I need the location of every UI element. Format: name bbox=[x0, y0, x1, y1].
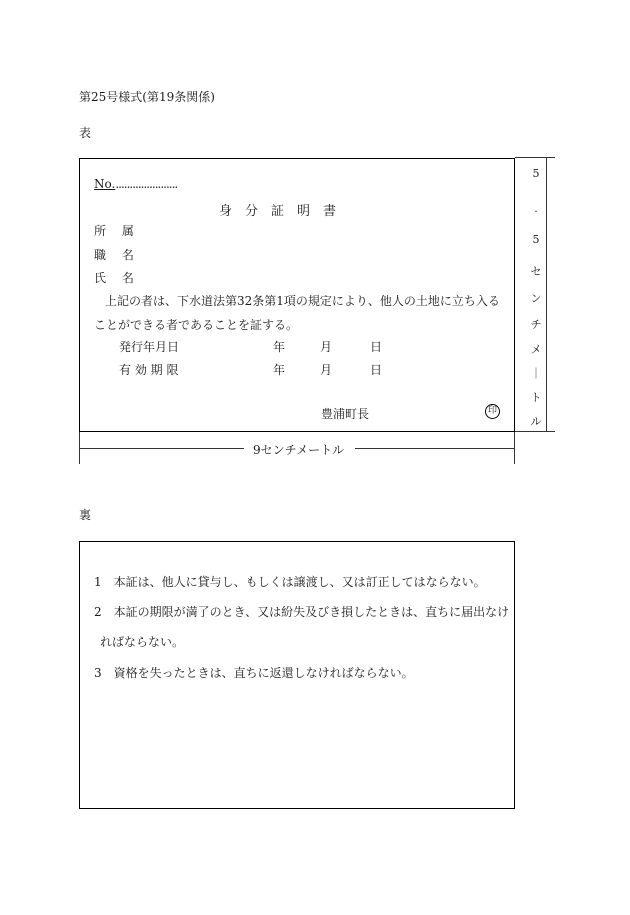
front-side-label: 表 bbox=[79, 126, 92, 140]
height-dim-char-7: ｜ bbox=[530, 367, 542, 380]
height-dim-char-6: メ bbox=[530, 343, 542, 356]
validity-day-unit: 日 bbox=[370, 363, 383, 377]
height-dim-char-2: 5 bbox=[532, 233, 540, 246]
card-number-field bbox=[94, 177, 177, 191]
height-dim-char-3: セ bbox=[530, 265, 542, 278]
back-note-2-continued: ればならない。 bbox=[100, 635, 185, 649]
back-side-label: 裏 bbox=[79, 508, 92, 522]
height-dim-char-4: ン bbox=[530, 292, 542, 305]
width-dimension-label: 9センチメートル bbox=[253, 443, 345, 457]
certification-text-line2: ことができる者であることを証する。 bbox=[94, 318, 299, 332]
validity-period-label: 有 効 期 限 bbox=[119, 363, 179, 377]
height-dim-char-5: チ bbox=[530, 318, 542, 331]
issue-year-unit: 年 bbox=[273, 340, 286, 354]
field-name-label: 氏 名 bbox=[94, 271, 134, 285]
back-note-1: 1 本証は、他人に貸与し、もしくは譲渡し、又は訂正してはならない。 bbox=[94, 575, 486, 589]
issuer-name: 豊浦町長 bbox=[321, 407, 370, 421]
validity-year-unit: 年 bbox=[273, 363, 286, 377]
official-seal-mark: 印 bbox=[485, 404, 500, 419]
certification-text-line1: 上記の者は、下水道法第32条第1項の規定により、他人の土地に立ち入る bbox=[105, 294, 500, 308]
width-dimension-line-left bbox=[79, 448, 244, 449]
height-dim-char-8: ト bbox=[530, 391, 542, 404]
card-number-label: No. bbox=[94, 177, 116, 191]
width-dimension-line-right bbox=[355, 448, 515, 449]
height-dimension-bottom-tick bbox=[515, 431, 555, 432]
validity-month-unit: 月 bbox=[320, 363, 333, 377]
height-dim-char-1: . bbox=[534, 202, 538, 215]
back-note-2: 2 本証の期限が満了のとき、又は紛失及びき損したときは、直ちに届出なけ bbox=[94, 605, 510, 619]
back-note-3: 3 資格を失ったときは、直ちに返還しなければならない。 bbox=[94, 666, 414, 680]
issue-day-unit: 日 bbox=[370, 340, 383, 354]
height-dimension-top-tick bbox=[515, 157, 555, 158]
issue-month-unit: 月 bbox=[320, 340, 333, 354]
card-title: 身 分 証 明 書 bbox=[219, 204, 337, 219]
height-dimension-line bbox=[546, 157, 547, 432]
issue-date-label: 発行年月日 bbox=[119, 340, 180, 354]
form-number-title: 第25号様式(第19条関係) bbox=[79, 90, 215, 104]
field-affiliation-label: 所 属 bbox=[94, 224, 134, 238]
field-position-label: 職 名 bbox=[94, 248, 134, 262]
height-dim-char-9: ル bbox=[530, 415, 542, 428]
card-number-dots: ...................... bbox=[115, 177, 178, 191]
height-dim-char-0: 5 bbox=[532, 167, 540, 180]
